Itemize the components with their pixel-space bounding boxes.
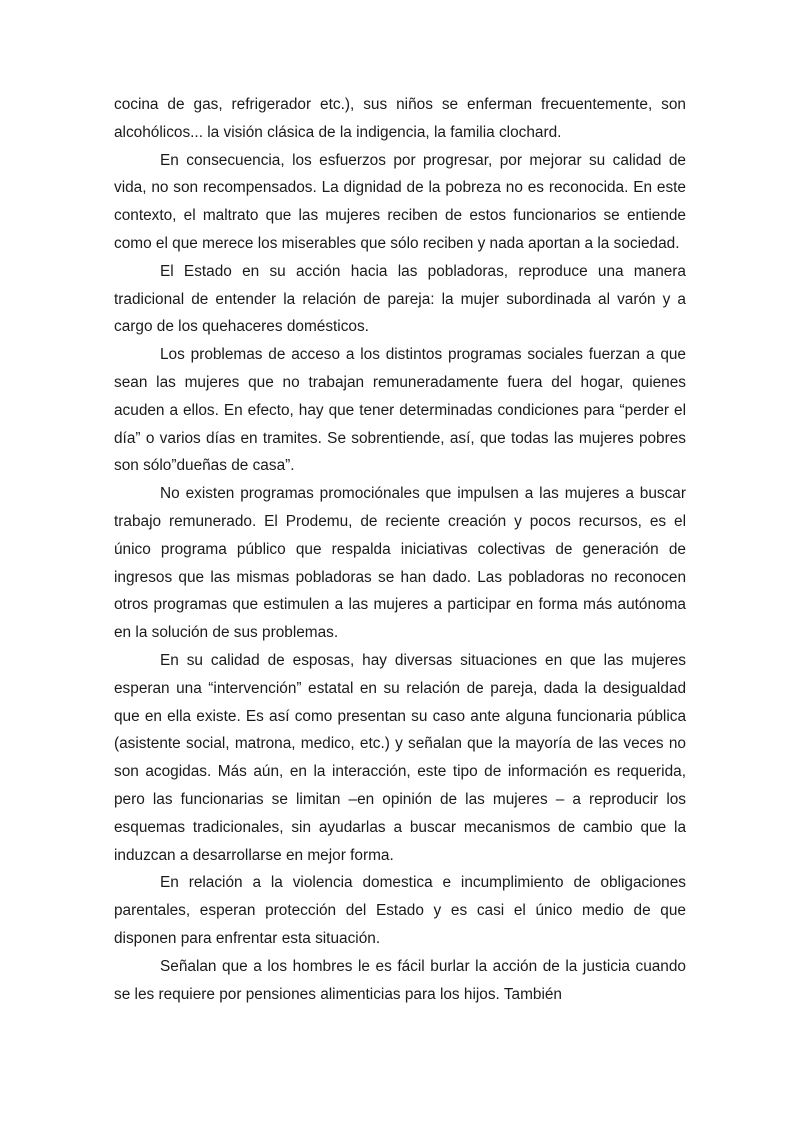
paragraph-state-couple: El Estado en su acción hacia las pobladoras, reproduce una manera tradicional de entender la relación de pareja: la mujer subordinada al varón y a cargo de los quehaceres domésticos. [114,262,686,336]
document-page [114,91,686,1008]
paragraph-violence: En relación a la violencia domestica e incumplimiento de obligaciones parentales, esperan protección del Estado y es casi el único medio de que disponen para enfrentar esta situación. [114,874,686,947]
paragraph-continuation: cocina de gas, refrigerador etc.), sus niños se enferman frecuentemente, son alcohólicos... la visión clásica de la indigencia, la familia clochard. [114,96,686,141]
paragraph-justice: Señalan que a los hombres le es fácil burlar la acción de la justicia cuando se les requiere por pensiones alimenticias para los hijos. También [114,957,686,1003]
paragraph-dignity: En consecuencia, los esfuerzos por progresar, por mejorar su calidad de vida, no son recompensados. La dignidad de la pobreza no es reconocida. En este contexto, el maltrato que las mujeres reciben de estos funcionarios se entiende como el que merece los miserables que sólo reciben y nada aportan a la sociedad. [114,151,686,252]
paragraph-prodemu: No existen programas promociónales que impulsen a las mujeres a buscar trabajo remunerado. El Prodemu, de reciente creación y pocos recursos, es el único programa público que respalda iniciativas colectivas de generación de ingresos que las mismas pobladoras se han dado. Las pobladoras no reconocen otros programas que estimulen a las mujeres a participar en forma más autónoma en la solución de sus problemas. [114,485,686,642]
paragraph-wives: En su calidad de esposas, hay diversas situaciones en que las mujeres esperan una “intervención” estatal en su relación de pareja, dada la desigualdad que en ella existe. Es así como presentan su caso ante alguna funcionaria pública (asistente social, matrona, medico, etc.) y señalan que la mayoría de las veces no son acogidas. Más aún, en la interacción, este tipo de información es requerida, pero las funcionarias se limitan –en opinión de las mujeres – a reproducir los esquemas tradicionales, sin ayudarlas a buscar mecanismos de cambio que la induzcan a desarrollarse en mejor forma. [114,651,686,864]
paragraph-access-programs: Los problemas de acceso a los distintos programas sociales fuerzan a que sean las mujeres que no trabajan remuneradamente fuera del hogar, quienes acuden a ellos. En efecto, hay que tener determinadas condiciones para “perder el día” o varios días en tramites. Se sobrentiende, así, que todas las mujeres pobres son sólo”dueñas de casa”. [114,346,686,475]
